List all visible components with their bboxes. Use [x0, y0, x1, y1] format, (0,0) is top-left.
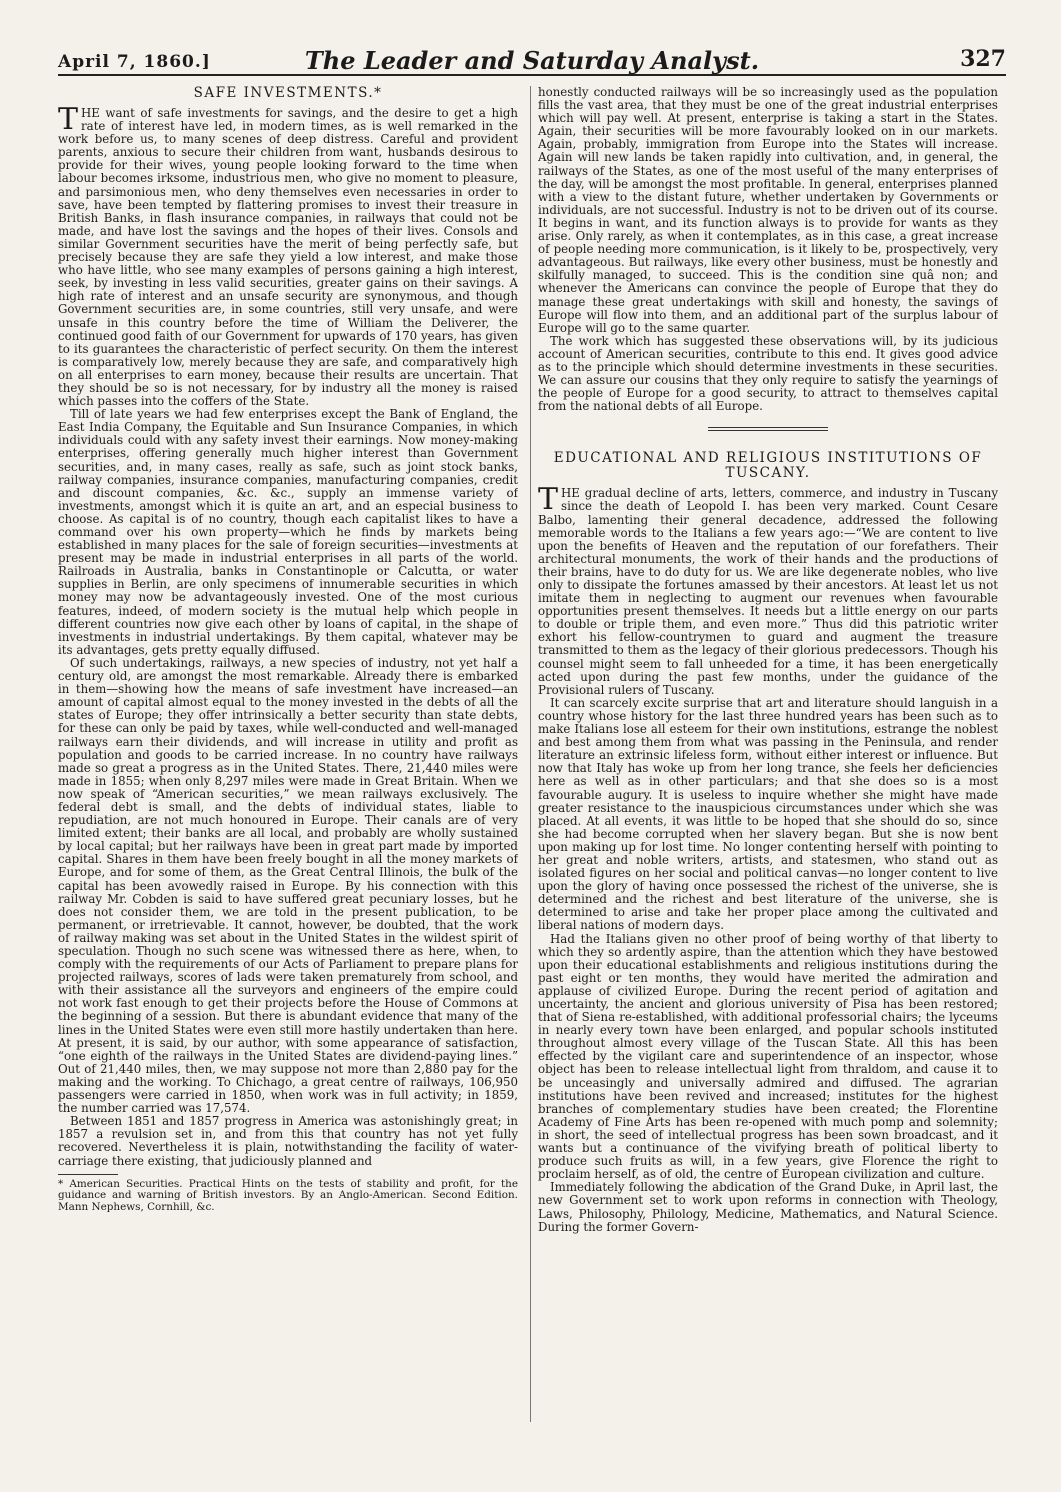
right-column	[538, 86, 998, 1466]
article-heading-safe-investments: SAFE INVESTMENTS.*	[193, 86, 383, 101]
article-heading-tuscany: EDUCATIONAL AND RELIGIOUS INSTITUTIONS OF TUSCANY.	[553, 450, 983, 482]
article-paragraph: Immediately following the abdication of the Grand Duke, in April last, the new Government set to work upon reforms in connection with Theology, Laws, Philosophy, Philology, Medicine, Mathematics, and Natural Science. During the former Govern-	[538, 1180, 998, 1234]
left-column	[58, 86, 518, 1466]
article-paragraph: It can scarcely excite surprise that art and literature should languish in a country whose history for the last three hundred years has been such as to make Italians lose all esteem for their own institutions, estrange the noblest and best among them from what was passing in the Peninsula, and render literature an extrinsic lifeless form, without either interest or influence. But now that Italy has woke up from her long trance, she feels her deficiencies here as well as in other particulars; and that she does so is a most favourable augury. It is useless to inquire whether she might have made greater resistance to the inauspicious circumstances under which she was placed. At all events, it was little to be hoped that she should do so, since she had become corrupted when her slavery began. But she is now bent upon making up for lost time. No longer contenting herself with pointing to her great and noble writers, artists, and statesmen, who stand out as isolated figures on her social and political canvas—no longer content to live upon the glory of having once possessed the richest of the universe, she is determined and the richest and best literature of the universe, she is determined to arise and take her proper place among the cultivated and liberal nations of modern days.	[538, 695, 998, 933]
drop-cap: T	[538, 482, 559, 518]
article-paragraph: Till of late years we had few enterprises except the Bank of England, the East India Company, the Equitable and Sun Insurance Companies, in which individuals could with any safety invest their earnings. Now money-making enterprises, offering generally much higher interest than Government securities, and, in many cases, really as safe, such as joint stock banks, railway companies, insurance companies, manufacturing companies, credit and discount companies, &c. &c., supply an immense variety of investments, amongst which it is quite an art, and an especial business to choose. As capital is of no country, though each capitalist likes to have a command over his own property—which he finds by markets being established in many places for the sale of foreign securities—investments at present may be made in industrial enterprises in all parts of the world. Railroads in Australia, banks in Constantinople or Calcutta, or water supplies in Berlin, are only specimens of innumerable securities in which money may now be advantageously invested. One of the most curious features, indeed, of modern society is the mutual help which people in different countries now give each other by loans of capital, in the shape of investments in industrial undertakings. By them capital, whatever may be its advantages, gets pretty equally diffused.	[58, 407, 518, 657]
article-separator	[708, 427, 828, 431]
footnote-rule	[58, 1174, 118, 1175]
column-rule	[530, 86, 531, 1422]
page-number: 327	[960, 46, 1006, 72]
article-paragraph: THE want of safe investments for savings, and the desire to get a high rate of interest have led, in modern times, as is well remarked in the work before us, to many scenes of deep distress. Careful and provident parents, anxious to secure their children from want, husbands desirous to provide for their wives, young people looking forward to the time when labour becomes irksome, industrious men, who give no moment to pleasure, and parsimonious men, who deny themselves even necessaries in order to save, have been tempted by flattering promises to invest their treasure in British Banks, in flash insurance companies, in railways that could not be made, and have lost the savings and the hopes of their lives. Consols and similar Government securities have the merit of being perfectly safe, but precisely because they are safe they yield a low interest, and make those who have little, who see many examples of persons gaining a high interest, seek, by investing in less valid securities, greater gains on their savings. A high rate of interest and an unsafe security are synonymous, and though Government securities are, in some countries, still very unsafe, and were unsafe in this country before the time of William the Deliverer, the continued good faith of our Government for upwards of 170 years, has given to its guarantees the characteristic of perfect security. On them the interest is comparatively low, merely because they are safe, and comparatively high on all enterprises to earn money, because their results are uncertain. That they should be so is not necessary, for by industry all the money is raised which passes into the coffers of the State.	[58, 102, 518, 409]
article-paragraph: honestly conducted railways will be so increasingly used as the population fills the vast area, that they must be one of the great industrial enterprises which will pay well. At present, enterprise is taking a start in the States. Again, their securities will be more favourably looked on in our markets. Again, probably, immigration from Europe into the States will increase. Again will new lands be taken rapidly into cultivation, and, in general, the railways of the States, as one of the most useful of the many enterprises of the day, will be amongst the most profitable. In general, enterprises planned with a view to the distant future, whether undertaken by Governments or individuals, are not successful. Industry is not to be driven out of its course. It begins in want, and its function always is to provide for wants as they arise. Only rarely, as when it contemplates, as in this case, a great increase of people needing more communication, is it likely to be, prospectively, very advantageous. But railways, like every other business, must be honestly and skilfully managed, to succeed. This is the condition sine quâ non; and whenever the Americans can convince the people of Europe that they do manage these great undertakings with skill and honesty, the savings of Europe will flow into them, and an additional part of the surplus labour of Europe will go to the same quarter.	[538, 86, 998, 335]
article-paragraph: Between 1851 and 1857 progress in America was astonishingly great; in 1857 a revulsion set in, and from this that country has not yet fully recovered. Nevertheless it is plain, notwithstanding the facility of water-carriage there existing, that judiciously planned and	[58, 1114, 518, 1168]
masthead	[58, 40, 1006, 76]
publication-title: The Leader and Saturday Analyst.	[304, 46, 760, 75]
article-paragraph: Of such undertakings, railways, a new species of industry, not yet half a century old, are amongst the most remarkable. Already there is embarked in them—showing how the means of safe investment have increased—an amount of capital almost equal to the money invested in the debts of all the states of Europe; they offer intrinsically a better security than state debts, for these can only be paid by taxes, while well-conducted and well-managed railways earn their dividends, and will increase in utility and profit as population and goods to be carried increase. In no country have railways made so great a progress as in the United States. There, 21,440 miles were made in 1855; when only 8,297 miles were made in Great Britain. When we now speak of “American securities,” we mean railways exclusively. The federal debt is small, and the debts of individual states, liable to repudiation, are not much honoured in Europe. Their canals are of very limited extent; their banks are all local, and probably are wholly sustained by local capital; but her railways have been in great part made by imported capital. Shares in them have been freely bought in all the money markets of Europe, and for some of them, as the Great Central Illinois, the bulk of the capital has been avowedly raised in Europe. By his connection with this railway Mr. Cobden is said to have suffered great pecuniary losses, but he does not consider them, we are told in the present publication, to be permanent, or irretrievable. It cannot, however, be doubted, that the work of railway making was set about in the United States in the wildest spirit of speculation. Though no such scene was witnessed there as here, when, to comply with the requirements of our Acts of Parliament to prepare plans for projected railways, scores of lads were taken prematurely from school, and with their assistance all the surveyors and engineers of the empire could not work fast enough to get their projects before the House of Commons at the beginning of a session. But there is abundant evidence that many of the lines in the United States were even still more hastily undertaken than here. At present, it is said, by our author, with some appearance of satisfaction, “one eighth of the railways in the United States are dividend-paying lines.” Out of 21,440 miles, then, we may suppose not more than 2,880 pay for the making and the working. To Chichago, a great centre of railways, 106,950 passengers were carried in 1850, when work was in full activity; in 1859, the number carried was 17,574.	[58, 655, 518, 1116]
article-paragraph: THE gradual decline of arts, letters, commerce, and industry in Tuscany since the death of Leopold I. has been very marked. Count Cesare Balbo, lamenting their general decadence, addressed the following memorable words to the Italians a few years ago:—“We are content to live upon the benefits of Heaven and the reputation of our forefathers. Their architectural monuments, the work of their hands and the productions of their brains, have to do duty for us. We are like degenerate nobles, who live only to dissipate the fortunes amassed by their ancestors. At least let us not imitate them in neglecting to augment our revenues when favourable opportunities present themselves. It needs but a little energy on our parts to double or triple them, and even more.” Thus did this patriotic writer exhort his fellow-countrymen to guard and augment the treasure transmitted to them as the legacy of their glorious predecessors. Though his counsel might seem to fall unheeded for a time, it has been energetically acted upon during the past few months, under the guidance of the Provisional rulers of Tuscany.	[538, 482, 998, 697]
article-paragraph: The work which has suggested these observations will, by its judicious account of American securities, contribute to this end. It gives good advice as to the principle which should determine investments in these securities. We can assure our cousins that they only require to satisfy the yearnings of the people of Europe for a good security, to attract to themselves capital from the national debts of all Europe.	[538, 333, 998, 414]
drop-cap: T	[58, 102, 79, 137]
issue-date: April 7, 1860.]	[58, 52, 211, 72]
article-paragraph: Had the Italians given no other proof of being worthy of that liberty to which they so ardently aspire, than the attention which they have bestowed upon their educational establishments and religious institutions during the past eight or ten months, they would have merited the admiration and applause of civilized Europe. During the recent period of agitation and uncertainty, the ancient and glorious university of Pisa has been restored; that of Siena re-established, with additional professorial chairs; the lyceums in nearly every town have been enlarged, and popular schools instituted throughout almost every village of the Tuscan State. All this has been effected by the vigilant care and superintendence of an inspector, whose object has been to release intellectual light from thraldom, and cause it to be unceasingly and universally admired and diffused. The agrarian institutions have been revived and increased; institutes for the highest branches of complementary studies have been created; the Florentine Academy of Fine Arts has been re-opened with much pomp and solemnity; in short, the seed of intellectual progress has been sown broadcast, and it wants but a continuance of the vivifying breath of political liberty to produce such fruits as will, in a few years, give Florence the right to proclaim herself, as of old, the centre of European civilization and culture.	[538, 931, 998, 1182]
footnote: * American Securities. Practical Hints on the tests of stability and profit, for the guidance and warning of British investors. By an Anglo-American. Second Edition. Mann Nephews, Cornhill, &c.	[58, 1177, 518, 1214]
